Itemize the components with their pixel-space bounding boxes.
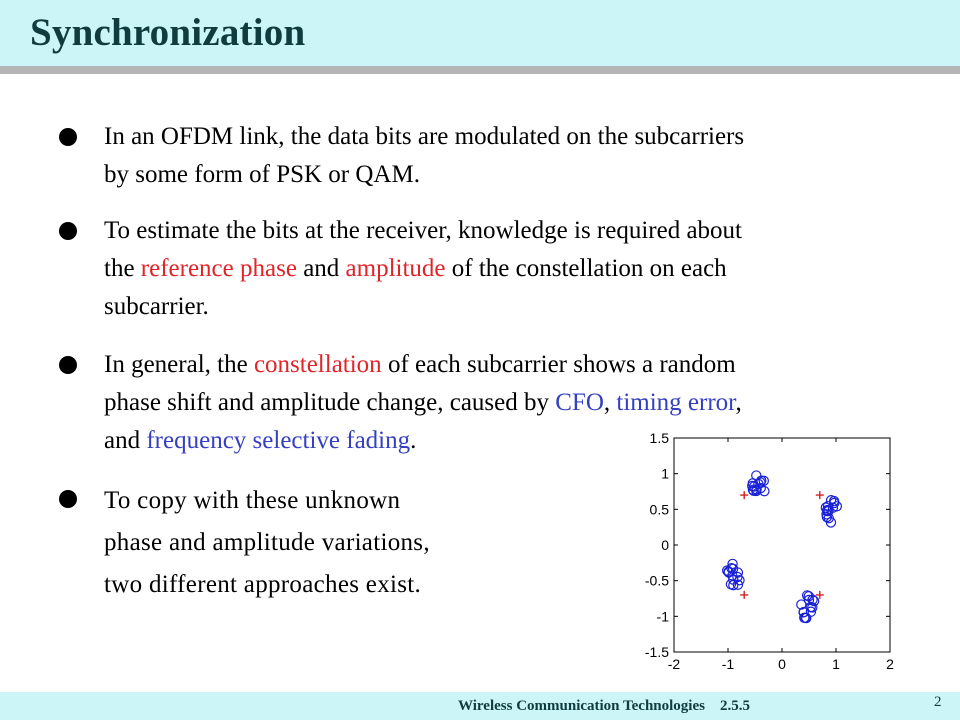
bullet-text: phase and amplitude variations, <box>104 529 430 556</box>
bullet-line <box>104 212 742 250</box>
bullet-text: phase shift and amplitude change, caused by <box>104 389 556 416</box>
highlighted-term: timing error <box>616 389 736 416</box>
bullet-text: To estimate the bits at the receiver, knowledge is required about <box>104 217 743 244</box>
x-tick-label: -1 <box>721 656 735 672</box>
bullet-line <box>104 156 420 194</box>
bullet-text: subcarrier. <box>104 293 209 320</box>
bullet-line <box>104 288 209 326</box>
x-tick-label: 0 <box>778 656 786 672</box>
highlighted-term: reference phase <box>140 255 297 282</box>
bullet-text: the <box>104 255 141 282</box>
bullet-line <box>104 480 400 522</box>
bullet-dot <box>59 356 77 374</box>
y-tick-label: -0.5 <box>644 572 669 589</box>
bullet-text: In general, the <box>104 351 254 378</box>
bullet-dot <box>59 222 77 240</box>
highlighted-term: amplitude <box>345 255 446 282</box>
bullet-text: , <box>603 389 617 416</box>
bullet-text: of the constellation on each <box>445 255 727 282</box>
y-tick-label: 1.5 <box>649 430 669 446</box>
footer-text <box>458 698 750 715</box>
bullet-dot <box>59 490 77 508</box>
bullet-line <box>104 522 430 564</box>
highlighted-term: CFO <box>555 389 604 416</box>
highlighted-term: constellation <box>253 351 382 378</box>
bullet-text: and <box>296 255 346 282</box>
slide-title: Synchronization <box>30 11 306 54</box>
page-number: 2 <box>934 694 942 710</box>
bullet-line <box>104 346 736 384</box>
bullet-text: by some form of PSK or QAM. <box>104 161 420 188</box>
plot-frame <box>674 438 890 652</box>
bullet-text: To copy with these unknown <box>104 487 401 514</box>
bullet-text: two different approaches exist. <box>104 571 422 598</box>
bullet-text: In an OFDM link, the data bits are modulated on the subcarriers <box>104 123 745 150</box>
x-tick-label: 1 <box>832 656 840 672</box>
y-tick-label: -1 <box>656 608 669 625</box>
title-bar-shadow <box>0 66 960 74</box>
bullet-text: and <box>104 427 147 454</box>
x-tick-label: -2 <box>667 656 681 672</box>
bullet-dot <box>59 128 77 146</box>
y-tick-label: 1 <box>661 465 669 482</box>
bullet-text: . <box>410 427 417 454</box>
y-tick-label: -1.5 <box>644 644 669 660</box>
footer-section: 2.5.5 <box>719 698 750 714</box>
bullet-text: of each subcarrier shows a random <box>381 351 736 378</box>
y-tick-label: 0 <box>661 537 669 553</box>
bullet-line <box>104 118 744 156</box>
bullet-line <box>104 564 421 606</box>
bullet-line <box>104 250 727 288</box>
bullet-line <box>104 384 742 422</box>
highlighted-term: frequency selective fading <box>146 427 411 454</box>
bullet-text: , <box>735 389 742 416</box>
constellation-chart <box>610 428 960 690</box>
bullet-line <box>104 422 416 460</box>
footer-course: Wireless Communication Technologies <box>458 698 705 714</box>
x-tick-label: 2 <box>886 656 894 672</box>
y-tick-label: 0.5 <box>649 501 669 518</box>
